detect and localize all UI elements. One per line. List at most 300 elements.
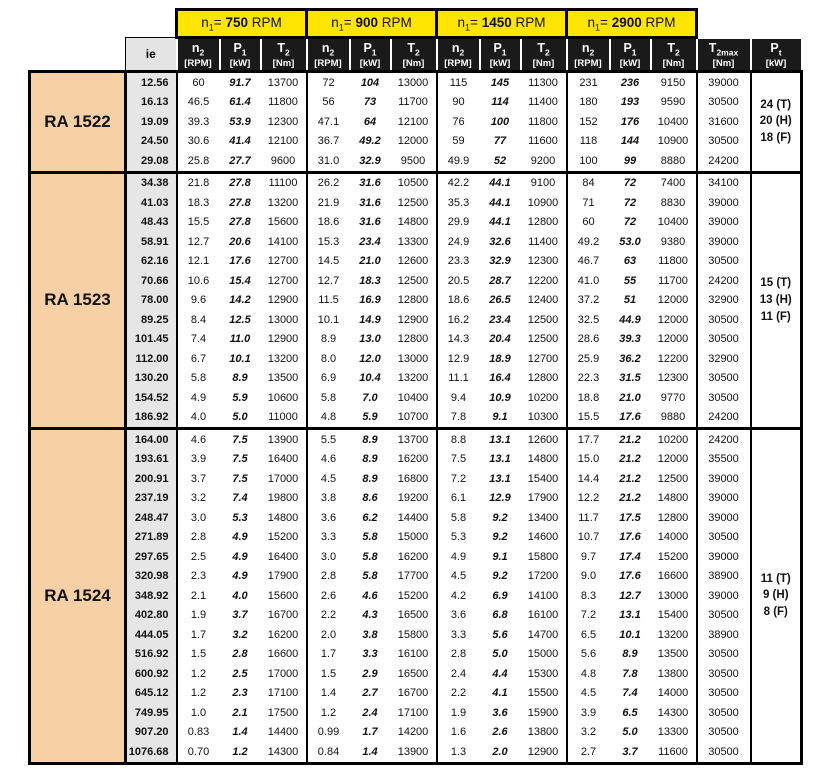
p1-cell: 6.5 (622, 706, 638, 719)
speed-group-header-900rpm: $n_1= 900$ RPM (307, 10, 437, 38)
n2-cell: 1.0 (177, 703, 220, 723)
gear-ratio-cell: 70.66 (126, 271, 177, 291)
t2-cell: 12000 (657, 294, 689, 307)
p1-cell: 7.5 (232, 453, 248, 466)
p1-cell: 21.2 (619, 472, 641, 485)
col-symbol: $T_2$ (277, 41, 290, 58)
p1-cell: 10.1 (229, 352, 251, 365)
n2-cell: 84 (567, 172, 610, 193)
blank-corner (697, 10, 802, 38)
n2-cell: 23.3 (437, 252, 480, 272)
table-row (30, 508, 802, 528)
col-header-p1-1450rpm (480, 38, 521, 72)
t2-cell: 9600 (270, 154, 296, 167)
n2-cell: 10.6 (177, 271, 220, 291)
t2max-cell: 30500 (697, 742, 751, 763)
p1-cell: 7.5 (232, 472, 248, 485)
p1-cell: 2.6 (492, 726, 508, 739)
gear-ratio-cell: 154.52 (126, 388, 177, 408)
n2-cell: 3.7 (177, 469, 220, 489)
t2-cell: 12800 (527, 216, 559, 229)
n2-cell: 28.6 (567, 330, 610, 350)
p1-cell: 12.7 (619, 589, 641, 602)
p1-cell: 9.2 (492, 531, 508, 544)
n2-cell: 0.84 (307, 742, 350, 763)
col-symbol: $P_1$ (363, 41, 377, 58)
t2-cell: 11700 (398, 96, 428, 109)
t2-cell: 13200 (657, 628, 689, 641)
n2-cell: 8.3 (567, 586, 610, 606)
t2-cell: 17500 (267, 706, 299, 719)
t2max-cell: 30500 (697, 723, 751, 743)
t2-cell: 12400 (527, 294, 559, 307)
t2max-cell: 32900 (697, 291, 751, 311)
subscript: t (778, 47, 782, 58)
t2max-cell: 31600 (697, 112, 751, 132)
t2-cell: 16400 (267, 453, 299, 466)
t2max-cell: 39000 (697, 232, 751, 252)
table-row (30, 489, 802, 509)
n2-cell: 11.5 (307, 291, 350, 311)
t2-cell: 15200 (397, 589, 429, 602)
t2max-cell: 24200 (697, 429, 751, 450)
n2-cell: 5.8 (307, 388, 350, 408)
col-symbol: $n_2$ (321, 41, 335, 58)
p1-cell: 17.5 (619, 511, 641, 524)
t2-cell: 13700 (391, 429, 437, 450)
p1-cell: 17.6 (619, 411, 641, 424)
col-header-n2-1450rpm (437, 38, 480, 72)
table-row (30, 369, 802, 389)
table-row (30, 742, 802, 763)
p1-cell: 13.1 (480, 429, 521, 450)
t2-cell: 12900 (397, 313, 429, 326)
col-header-n2-900rpm (307, 38, 350, 72)
gear-ratio-cell: 34.38 (126, 172, 177, 193)
p1-cell: 26.5 (489, 294, 511, 307)
gear-ratio-cell: 320.98 (126, 567, 177, 587)
col-header-t2-2900rpm (651, 38, 697, 72)
n2-cell: 0.83 (177, 723, 220, 743)
n2-cell: 4.2 (437, 586, 480, 606)
t2max-cell: 24200 (697, 271, 751, 291)
p1-cell: 5.9 (362, 411, 378, 424)
t2-cell: 14300 (261, 742, 307, 763)
p1-cell: 36.2 (619, 352, 641, 365)
t2-cell: 10400 (657, 216, 689, 229)
t2-cell: 16200 (397, 550, 429, 563)
n2-cell: 4.5 (567, 684, 610, 704)
col-header-ie: ie (126, 38, 177, 72)
col-header-p1-750rpm (220, 38, 261, 72)
table-row (30, 132, 802, 152)
table-row (30, 72, 802, 93)
t2-cell: 11800 (658, 255, 688, 268)
n2-cell: 17.7 (567, 429, 610, 450)
col-unit: [kW] (765, 57, 787, 69)
p1-cell: 32.9 (489, 255, 511, 268)
p1-cell: 27.8 (229, 196, 251, 209)
t2-cell: 13200 (267, 196, 299, 209)
t2max-cell: 30500 (697, 252, 751, 272)
group-label-ra-1523: RA 1523 (30, 172, 126, 429)
p1-cell: 2.8 (232, 648, 248, 661)
col-symbol: $T_2$ (667, 41, 680, 58)
t2-cell: 12100 (397, 115, 429, 128)
gear-ratio-cell: 600.92 (126, 664, 177, 684)
gear-ratio-cell: 297.65 (126, 547, 177, 567)
t2max-cell: 30500 (697, 388, 751, 408)
n2-cell: 71 (567, 193, 610, 213)
t2-cell: 17700 (397, 570, 429, 583)
n2-cell: 5.5 (307, 429, 350, 450)
col-unit: [RPM] (314, 58, 342, 70)
t2max-cell: 38900 (697, 625, 751, 645)
t2-cell: 14100 (527, 589, 559, 602)
gear-ratio-cell: 41.03 (126, 193, 177, 213)
t2max-cell: 30500 (697, 684, 751, 704)
n2-cell: 6.9 (307, 369, 350, 389)
n2-cell: 2.8 (177, 528, 220, 548)
n2-cell: 2.7 (567, 742, 610, 763)
gear-ratio-cell: 444.05 (126, 625, 177, 645)
col-header-t2max (697, 38, 751, 72)
p1-cell: 13.1 (489, 472, 511, 485)
col-symbol: $P_1$ (493, 41, 507, 58)
header-row-columns (30, 38, 802, 72)
table-row (30, 151, 802, 172)
col-header-pt (751, 38, 802, 72)
t2-cell: 16800 (397, 472, 429, 485)
t2-cell: 13500 (267, 372, 299, 385)
p1-cell: 5.8 (362, 550, 378, 563)
n2-cell: 7.2 (567, 606, 610, 626)
subscript: 1 (371, 47, 377, 58)
p1-cell: 44.9 (619, 313, 641, 326)
col-unit: [Nm] (712, 57, 735, 69)
gear-ratio-cell: 271.89 (126, 528, 177, 548)
n2-cell: 42.2 (437, 172, 480, 193)
p1-cell: 193 (620, 96, 640, 109)
gear-ratio-cell: 89.25 (126, 310, 177, 330)
gear-ratio-cell: 48.43 (126, 213, 177, 233)
t2max-cell: 30500 (697, 369, 751, 389)
p1-cell: 44.1 (489, 216, 511, 229)
table-row (30, 232, 802, 252)
p1-cell: 4.1 (492, 687, 508, 700)
speed-group-header-2900rpm: $n_1= 2900$ RPM (567, 10, 697, 38)
n2-cell: 4.0 (177, 408, 220, 429)
gear-ratio-cell: 101.45 (126, 330, 177, 350)
p1-cell: 6.8 (492, 609, 508, 622)
p1-cell: 16.9 (359, 294, 381, 307)
n2-cell: 4.9 (177, 388, 220, 408)
n2-cell: 3.6 (437, 606, 480, 626)
t2-cell: 12800 (397, 333, 429, 346)
p1-cell: 21.0 (619, 391, 641, 404)
t2-cell: 13000 (267, 313, 299, 326)
n2-cell: 2.0 (307, 625, 350, 645)
n2-cell: 6.7 (177, 349, 220, 369)
p1-cell: 100 (490, 115, 510, 128)
p1-cell: 12.9 (489, 492, 511, 505)
t2-cell: 11400 (528, 235, 558, 248)
t2-cell: 9590 (660, 96, 686, 109)
n2-cell: 1.2 (177, 664, 220, 684)
n2-cell: 31.0 (307, 151, 350, 172)
n2-cell: 7.5 (437, 450, 480, 470)
t2-cell: 14800 (657, 492, 689, 505)
n2-cell: 39.3 (177, 112, 220, 132)
p1-cell: 176 (620, 115, 640, 128)
n2-cell: 11.7 (567, 508, 610, 528)
col-unit: [RPM] (184, 58, 212, 70)
n2-cell: 49.9 (437, 151, 480, 172)
gear-ratio-cell: 248.47 (126, 508, 177, 528)
n2-cell: 15.0 (567, 450, 610, 470)
t2max-cell: 30500 (697, 310, 751, 330)
p1-cell: 27.8 (229, 216, 251, 229)
p1-cell: 1.4 (350, 742, 391, 763)
n2-cell: 6.1 (437, 489, 480, 509)
n2-cell: 12.2 (567, 489, 610, 509)
ratings-datasheet (28, 8, 830, 765)
p1-cell: 144 (620, 135, 640, 148)
col-unit: [Nm] (532, 58, 555, 70)
gear-ratio-cell: 402.80 (126, 606, 177, 626)
p1-cell: 11.0 (229, 333, 251, 346)
t2-cell: 13400 (527, 511, 559, 524)
n2-cell: 231 (567, 72, 610, 93)
subscript: 1 (631, 47, 637, 58)
t2-cell: 11600 (528, 135, 558, 148)
p1-cell: 61.4 (229, 96, 251, 109)
t2-cell: 16600 (657, 570, 689, 583)
t2max-cell: 30500 (697, 664, 751, 684)
table-row (30, 310, 802, 330)
p1-cell: 5.0 (232, 411, 248, 424)
p1-cell: 8.9 (350, 429, 391, 450)
n2-cell: 29.9 (437, 213, 480, 233)
n2-cell: 18.6 (307, 213, 350, 233)
n2-cell: 30.6 (177, 132, 220, 152)
p1-cell: 9.2 (492, 511, 508, 524)
n2-cell: 16.2 (437, 310, 480, 330)
p1-cell: 51 (623, 294, 637, 307)
p1-cell: 1.2 (220, 742, 261, 763)
t2-cell: 10300 (527, 411, 559, 424)
table-row (30, 349, 802, 369)
p1-cell: 7.5 (220, 429, 261, 450)
n2-cell: 7.2 (437, 469, 480, 489)
n2-cell: 60 (567, 213, 610, 233)
t2-cell: 9150 (651, 72, 697, 93)
table-row (30, 547, 802, 567)
p1-cell: 4.6 (362, 589, 378, 602)
n2-cell: 0.70 (177, 742, 220, 763)
n2-cell: 1.9 (437, 703, 480, 723)
col-symbol: $T_2$ (407, 41, 420, 58)
table-row (30, 388, 802, 408)
p1-cell: 2.7 (362, 687, 378, 700)
col-symbol: $P_1$ (233, 41, 247, 58)
n2-cell: 3.2 (567, 723, 610, 743)
n2-cell: 8.4 (177, 310, 220, 330)
p1-cell: 5.3 (232, 511, 248, 524)
t2-cell: 14300 (657, 706, 689, 719)
p1-cell: 8.9 (362, 453, 378, 466)
n2-cell: 32.5 (567, 310, 610, 330)
thermal-power-cell: 24 (T) 20 (H) 18 (F) (751, 72, 802, 173)
p1-cell: 1.7 (362, 726, 378, 739)
p1-cell: 27.7 (229, 154, 251, 167)
n2-cell: 4.6 (307, 450, 350, 470)
n2-cell: 25.8 (177, 151, 220, 172)
n2-cell: 3.3 (307, 528, 350, 548)
table-row (30, 703, 802, 723)
t2-cell: 10400 (397, 391, 429, 404)
t2-cell: 12000 (657, 313, 689, 326)
t2max-cell: 39000 (697, 508, 751, 528)
table-row (30, 723, 802, 743)
t2max-cell: 32900 (697, 349, 751, 369)
table-row (30, 645, 802, 665)
n2-cell: 180 (567, 93, 610, 113)
t2-cell: 10700 (397, 411, 429, 424)
t2-cell: 15500 (527, 687, 559, 700)
n2-cell: 14.4 (567, 469, 610, 489)
t2-cell: 14800 (527, 453, 559, 466)
n2-cell: 4.8 (307, 408, 350, 429)
subscript: 2max (716, 47, 739, 58)
col-symbol: $n_2$ (451, 41, 465, 58)
t2-cell: 12500 (527, 313, 559, 326)
n2-cell: 7.4 (177, 330, 220, 350)
t2-cell: 9770 (660, 391, 686, 404)
t2-cell: 14800 (397, 216, 429, 229)
p1-cell: 4.0 (232, 589, 248, 602)
p1-cell: 13.0 (359, 333, 381, 346)
table-row (30, 567, 802, 587)
n2-cell: 1.3 (437, 742, 480, 763)
t2-cell: 9880 (660, 411, 686, 424)
table-row (30, 450, 802, 470)
n2-cell: 12.7 (307, 271, 350, 291)
n2-cell: 24.9 (437, 232, 480, 252)
p1-cell: 4.4 (492, 667, 508, 680)
p1-cell: 72 (610, 172, 651, 193)
t2-cell: 16100 (397, 648, 429, 661)
t2-cell: 12900 (267, 294, 299, 307)
n2-cell: 47.1 (307, 112, 350, 132)
n2-cell: 3.0 (177, 508, 220, 528)
col-symbol: $n_2$ (581, 41, 595, 58)
n2-cell: 35.3 (437, 193, 480, 213)
gear-ratio-cell: 62.16 (126, 252, 177, 272)
n2-cell: 76 (437, 112, 480, 132)
t2-cell: 9500 (400, 154, 426, 167)
n2-cell: 118 (567, 132, 610, 152)
p1-cell: 44.1 (480, 172, 521, 193)
p1-cell: 31.6 (359, 196, 381, 209)
p1-cell: 10.9 (489, 391, 511, 404)
t2-cell: 12900 (267, 333, 299, 346)
n2-cell: 1.2 (177, 684, 220, 704)
t2-cell: 8830 (660, 196, 686, 209)
n2-cell: 5.8 (437, 508, 480, 528)
p1-cell: 8.6 (362, 492, 378, 505)
t2-cell: 9100 (521, 172, 567, 193)
t2-cell: 14000 (657, 687, 689, 700)
n2-cell: 15.3 (307, 232, 350, 252)
t2-cell: 10900 (657, 135, 689, 148)
speed-group-header-750rpm: $n_1= 750$ RPM (177, 10, 307, 38)
n2-cell: 1.6 (437, 723, 480, 743)
n2-cell: 5.8 (177, 369, 220, 389)
t2-cell: 12200 (527, 274, 559, 287)
n2-cell: 10.1 (307, 310, 350, 330)
t2-cell: 14800 (267, 511, 299, 524)
t2-cell: 13300 (397, 235, 429, 248)
t2-cell: 9200 (530, 154, 556, 167)
col-header-t2-900rpm (391, 38, 437, 72)
t2max-cell: 39000 (697, 193, 751, 213)
p1-cell: 28.7 (489, 274, 511, 287)
t2-cell: 11100 (261, 172, 307, 193)
t2-cell: 10400 (657, 115, 689, 128)
p1-cell: 4.9 (232, 550, 248, 563)
t2max-cell: 30500 (697, 703, 751, 723)
n2-cell: 36.7 (307, 132, 350, 152)
p1-cell: 20.4 (489, 333, 511, 346)
n2-cell: 12.7 (177, 232, 220, 252)
t2-cell: 12300 (527, 255, 559, 268)
t2max-cell: 30500 (697, 645, 751, 665)
t2-cell: 12700 (267, 274, 299, 287)
t2-cell: 13700 (261, 72, 307, 93)
t2-cell: 15300 (527, 667, 559, 680)
p1-cell: 72 (623, 216, 637, 229)
t2-cell: 15200 (657, 550, 689, 563)
p1-cell: 7.4 (232, 492, 248, 505)
t2-cell: 15800 (527, 550, 559, 563)
subscript: 1 (501, 47, 507, 58)
p1-cell: 6.9 (492, 589, 508, 602)
p1-cell: 72 (623, 196, 637, 209)
t2-cell: 7400 (651, 172, 697, 193)
n2-cell: 56 (307, 93, 350, 113)
n2-cell: 4.6 (177, 429, 220, 450)
n2-cell: 1.2 (307, 703, 350, 723)
n2-cell: 1.9 (177, 606, 220, 626)
p1-cell: 104 (350, 72, 391, 93)
t2-cell: 13500 (657, 648, 689, 661)
table-row (30, 606, 802, 626)
p1-cell: 3.3 (362, 648, 378, 661)
p1-cell: 14.9 (359, 313, 381, 326)
col-header-p1-900rpm (350, 38, 391, 72)
t2-cell: 15200 (267, 531, 299, 544)
n2-cell: 3.2 (177, 489, 220, 509)
p1-cell: 10.4 (359, 372, 381, 385)
n2-cell: 46.7 (567, 252, 610, 272)
n2-cell: 41.0 (567, 271, 610, 291)
subscript: 1 (208, 22, 214, 33)
t2-cell: 13200 (267, 352, 299, 365)
p1-cell: 52 (493, 154, 507, 167)
n2-cell: 21.8 (177, 172, 220, 193)
t2-cell: 12700 (267, 255, 299, 268)
